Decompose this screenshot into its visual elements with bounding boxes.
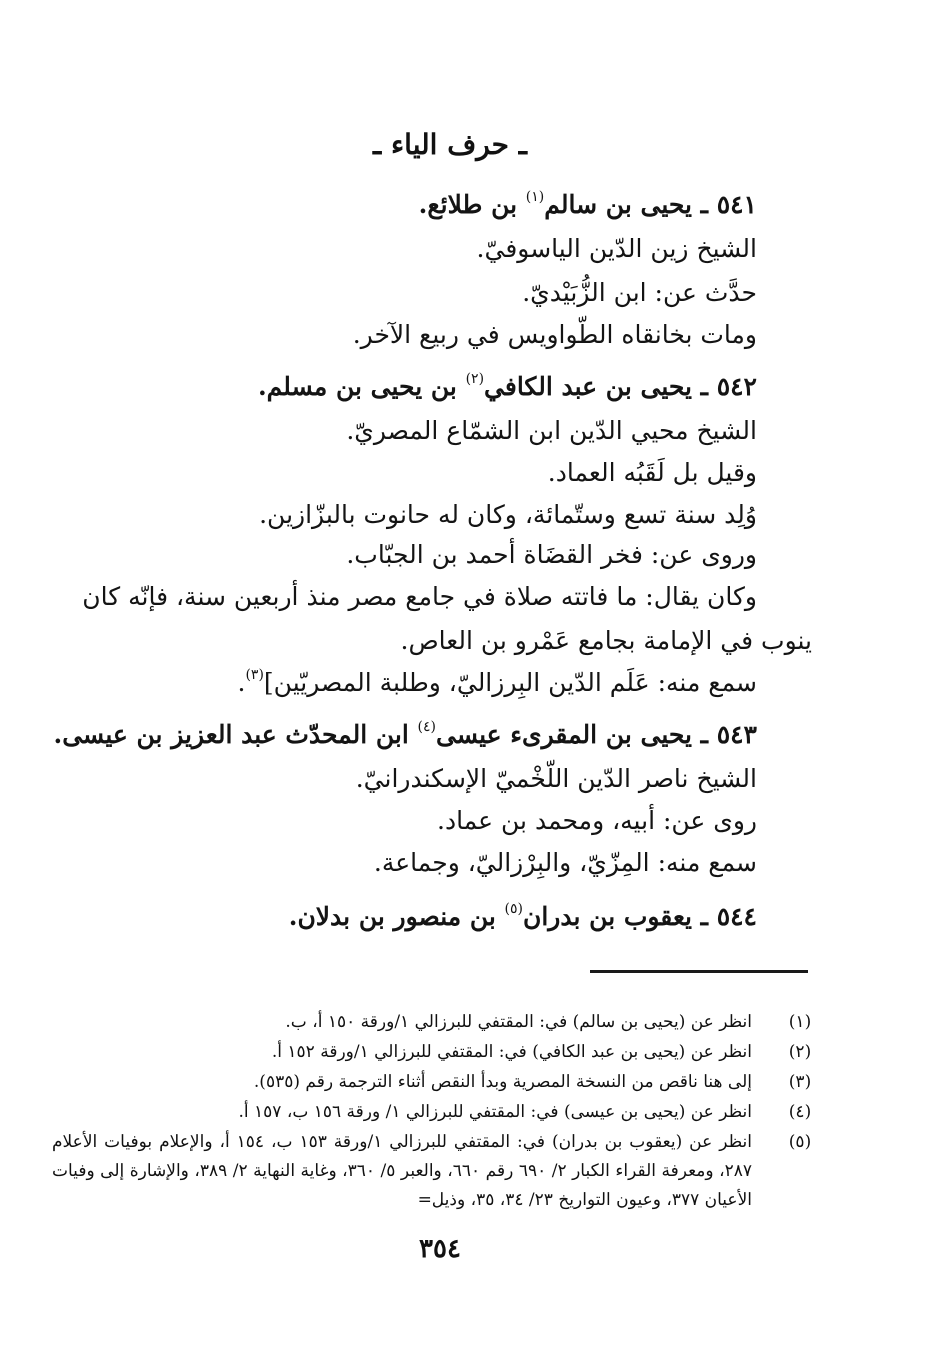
footnote-text: انظر عن (يحيى بن عيسى) في: المقتفي للبرزالي ١/ ورقة ١٥٦ ب، ١٥٧ أ. [238,1102,752,1122]
footnote-number: (٤) [788,1102,812,1122]
footnote-text: إلى هنا ناقص من النسخة المصرية وبدأ النقص أثناء الترجمة رقم (٥٣٥). [253,1072,752,1092]
entry-line: روى عن: أبيه، ومحمد بن عماد. [437,806,757,835]
entry-title [289,900,757,934]
entry-title-name: ٥٤٣ ـ يحيى بن المقرىء عيسى [436,720,757,749]
entry-line: الشيخ محيي الدّين ابن الشمّاع المصريّ. [346,416,757,445]
section-heading: ـ حرف الياء ـ [373,128,527,161]
footnote-text: انظر عن (يعقوب بن بدران) في: المقتفي للبرزالي ١/ورقة ١٥٣ ب، ١٥٤ أ، والإعلام بوفيات الأعلام ٢٨٧، ومعرفة القراء الكبار ٢/ ٦٩٠ رقم ٦٦٠، والعبر ٥/ ٣٦٠، وغاية النهاية ٢/ ٣٨٩، والإشارة إلى وفيات الأعيان ٣٧٧، وعيون التواريخ ٢٣/ ٣٤، ٣٥، وذيل= [52,1132,753,1210]
footnote-number: (٢) [788,1042,812,1062]
entry-line: وكان يقال: ما فاتته صلاة في جامع مصر منذ أربعين سنة، فإنّه كان [82,582,757,611]
entry-title-name: ٥٤٢ ـ يحيى بن عبد الكافي [484,372,757,401]
entry-title-rest: بن طلائع. [418,190,526,219]
entry-line: الشيخ ناصر الدّين اللّخْميّ الإسكندرانيّ. [355,764,757,793]
entry-line: ينوب في الإمامة بجامع عَمْرو بن العاص. [400,626,812,655]
entry-line: سمع منه: المِزّيّ، والبِرْزاليّ، وجماعة. [373,848,757,877]
entry-line-tail: . [237,668,246,697]
entry-title-rest: ابن المحدّث عبد العزيز بن عيسى. [53,720,418,749]
entry-title-name: ٥٤٤ ـ يعقوب بن بدران [523,902,757,931]
footnote-ref: (٣) [245,667,264,683]
footnote-number: (١) [788,1012,812,1032]
footnote-number: (٣) [788,1072,812,1092]
entry-line-text: سمع منه: عَلَم الدّين البِرزاليّ، وطلبة المصريّين] [263,668,757,697]
entry-line: حدَّث عن: ابن الزُّبَيْديّ. [522,278,757,307]
footnote-text: انظر عن (يحيى بن سالم) في: المقتفي للبرزالي ١/ورقة ١٥٠ أ، ب. [285,1012,752,1032]
footnote-ref: (٢) [465,371,485,387]
footnote-ref: (١) [525,189,545,205]
entry-title [419,188,757,222]
footnote-ref: (٤) [417,719,436,735]
entry-line: ومات بخانقاه الطّواويس في ربيع الآخر. [352,320,757,349]
footnote-text: انظر عن (يحيى بن عبد الكافي) في: المقتفي للبرزالي ١/ورقة ١٥٢ أ. [271,1042,752,1062]
entry-line: وقيل بل لَقَبُه العماد. [547,458,757,487]
entry-title [54,718,757,752]
entry-line: وروى عن: فخر القضَاة أحمد بن الجبّاب. [346,540,757,569]
entry-title-rest: بن منصور بن بدلان. [288,902,505,931]
entry-line: وُلِد سنة تسع وستّمائة، وكان له حانوت بالبزّازين. [259,500,757,529]
footnote-separator [590,970,808,973]
page-number: ٣٥٤ [419,1234,461,1264]
entry-line: الشيخ زين الدّين الياسوفيّ. [476,234,757,263]
footnote-ref: (٥) [504,901,523,917]
entry-title-rest: بن يحيى بن مسلم. [257,372,466,401]
entry-title-name: ٥٤١ ـ يحيى بن سالم [544,190,757,219]
entry-line [238,666,758,700]
entry-title [258,370,757,404]
footnote-number: (٥) [788,1132,812,1152]
